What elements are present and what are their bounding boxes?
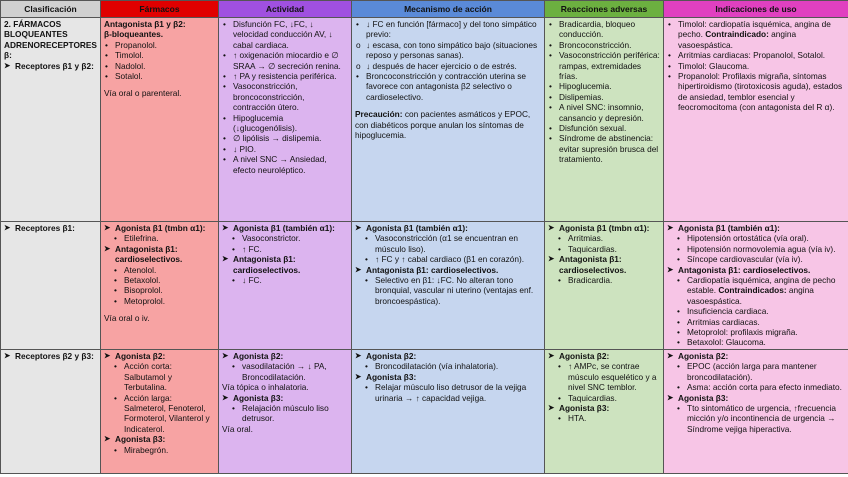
list-item: • ↓ PIO. [222,144,348,154]
group-heading: ➤ Agonista β3: [355,372,541,382]
list-item: • Nadolol. [104,61,215,71]
list-item: • A nivel SNC → Ansiedad, efecto neuroléptico. [222,154,348,175]
group-heading: ➤ Agonista β1 (también α1): [667,223,845,233]
list-item: • Síndrome de abstinencia: evitar supresión brusca del tratamiento. [548,133,660,164]
section-title: 2. FÁRMACOS BLOQUEANTES ADRENORECEPTORES β: [4,19,97,61]
item-tail: angina vasoespástica. [678,29,797,50]
precaution-note [355,109,541,140]
group-heading: ➤ Agonista β3: [667,393,845,403]
cell-reacciones [545,18,664,222]
precaution-text: con pacientes asmáticos y EPOC, con diabéticos porque anulan los síntomas de hipoglucemia. [355,109,531,141]
drug-heading: Antagonista β1 y β2: [104,19,186,29]
group-heading: ➤ Agonista β2: [548,351,660,361]
list-item: • ↑ FC y ↑ cabal cardiaco (β1 en corazón). [355,254,541,264]
cell-mecanismo [352,18,545,222]
list-item: • Acción corta: Salbutamol y Terbutalina. [104,361,215,392]
list-item [667,275,845,306]
list-item: • Arritmias. [548,233,660,243]
cell-clasificacion [1,18,101,222]
cell-reacciones [545,349,664,473]
list-item: • Propanolol. [104,40,215,50]
list-item: • ↓ FC. [222,275,348,285]
group-heading: ➤ Agonista β1 (también α1): [222,223,348,233]
list-item: o ↓ escasa, con tono simpático bajo (situaciones reposo y personas sanas). [355,40,541,61]
item-lead: Cardiopatía isquémica, angina de pecho estable. [687,275,836,296]
cell-mecanismo [352,222,545,350]
list-item: • HTA. [548,413,660,423]
cell-mecanismo [352,349,545,473]
list-item: • Arritmias cardiacas: Propanolol, Sotalol. [667,50,845,60]
list-item: • Atenolol. [104,265,215,275]
group-heading: ➤ Agonista β1 (tmbn α1): [548,223,660,233]
list-item: • ↑ FC. [222,244,348,254]
list-item: o ↓ después de hacer ejercicio o de estrés. [355,61,541,71]
receptor-label: ➤ Receptores β2 y β3: [4,351,97,361]
cell-clasificacion [1,349,101,473]
list-item: • Vasoconstrictor. [222,233,348,243]
list-item: • EPOC (acción larga para mantener broncodilatación). [667,361,845,382]
group-heading: ➤ Agonista β2: [104,351,215,361]
group-heading: ➤ Antagonista β1: cardioselectivos. [222,254,348,275]
cell-indicaciones [664,18,848,222]
list-item [667,19,845,50]
group-heading: ➤ Agonista β2: [667,351,845,361]
list-item: • Timolol. [104,50,215,60]
list-item: • Tto sintomático de urgencia, ↑frecuencia micción y/o incontinencia de urgencia → Síndrome vejiga hiperactiva. [667,403,845,434]
list-item: • Propanolol: Profilaxis migraña, síntomas hipertiroidismo (tirotoxicosis aguda), estados de ansiedad, temblor esencial y feocromocitoma (con antagonista del R α). [667,71,845,113]
list-item: • Bradicardia. [548,275,660,285]
route-note: Vía oral. [222,423,253,434]
cell-reacciones [545,222,664,350]
list-item: • Metoprolol: profilaxis migraña. [667,327,845,337]
group-heading: ➤ Agonista β3: [548,403,660,413]
contraindication-label: Contraindicado: [705,29,769,40]
list-item: • Dislipemias. [548,92,660,102]
list-item: • Relajar músculo liso detrusor de la vejiga urinaria → ↑ capacidad vejiga. [355,382,541,403]
group-heading: ➤ Antagonista β1: cardioselectivos. [104,244,215,265]
header-reacciones: Reacciones adversas [545,1,664,18]
cell-indicaciones [664,222,848,350]
list-item: • Hipotensión normovolemia agua (vía iv). [667,244,845,254]
table-row [1,349,848,473]
group-heading: ➤ Agonista β2: [222,351,348,361]
list-item: • Broncoconstricción. [548,40,660,50]
list-item: • Disfunción sexual. [548,123,660,133]
cell-actividad [219,349,352,473]
list-item: • ↑ AMPc, se contrae músculo esquelético y a nivel SNC temblor. [548,361,660,392]
cell-actividad [219,222,352,350]
list-item: • A nivel SNC: insomnio, cansancio y depresión. [548,102,660,123]
item-lead: Timolol: cardiopatía isquémica, angina de pecho. [678,19,831,40]
cell-clasificacion [1,222,101,350]
cell-farmacos [101,18,219,222]
list-item: • vasodilatación → ↓ PA, Broncodilatación. [222,361,348,382]
list-item: • Síncope cardiovascular (vía iv). [667,254,845,264]
list-item: • Etilefrina. [104,233,215,243]
group-heading: ➤ Antagonista β1: cardioselectivos. [548,254,660,275]
list-item: • Mirabegrón. [104,445,215,455]
group-heading: ➤ Agonista β1 (tmbn α1): [104,223,215,233]
group-heading: ➤ Agonista β1 (también α1): [355,223,541,233]
list-item: • Insuficiencia cardiaca. [667,306,845,316]
list-item: • Sotalol. [104,71,215,81]
list-item: • Bradicardia, bloqueo conducción. [548,19,660,40]
list-item: • Bisoprolol. [104,285,215,295]
cell-farmacos [101,222,219,350]
cell-actividad [219,18,352,222]
cell-indicaciones [664,349,848,473]
route-note: Vía tópica o inhalatoria. [222,382,309,393]
header-farmacos: Fármacos [101,1,219,18]
list-item: • Vasoconstricción, broncoconstricción, contracción útero. [222,81,348,112]
list-item: • Relajación músculo liso detrusor. [222,403,348,424]
list-item: • ↑ oxigenación miocardio e ∅ SRAA → ∅ secreción renina. [222,50,348,71]
header-actividad: Actividad [219,1,352,18]
list-item: • ↑ PA y resistencia periférica. [222,71,348,81]
receptor-label: ➤ Receptores β1 y β2: [4,61,97,71]
header-row [1,1,848,18]
group-heading: ➤ Antagonista β1: cardioselectivos. [667,265,845,275]
precaution-label: Precaución: [355,109,403,120]
list-item: • Broncoconstricción y contracción uterina se favorece con antagonista β2 selectivo o cardioselectivo. [355,71,541,102]
list-item: • Vasoconstricción periférica: rampas, extremidades frías. [548,50,660,81]
list-item: • Broncodilatación (vía inhalatoria). [355,361,541,371]
header-mecanismo: Mecanismo de acción [352,1,545,18]
list-item: • Taquicardias. [548,244,660,254]
route-note: Vía oral o parenteral. [104,88,182,99]
list-item: • Timolol: Glaucoma. [667,61,845,71]
list-item: • Selectivo en β1: ↓FC. No alteran tono bronquial, vascular ni uterino (ventajas enf. broncoespástica). [355,275,541,306]
group-heading: ➤ Agonista β3: [222,393,348,403]
contraindication-label: Contraindicados: [718,285,787,296]
route-note: Vía oral o iv. [104,313,150,324]
list-item: • Hipoglucemia. [548,81,660,91]
cell-farmacos [101,349,219,473]
list-item: • Taquicardias. [548,393,660,403]
list-item: • Hipoglucemia (↓glucogenólisis). [222,113,348,134]
receptor-label: ➤ Receptores β1: [4,223,97,233]
list-item: • Acción larga: Salmeterol, Fenoterol, Formoterol, Vilanterol y Indicaterol. [104,393,215,435]
list-item: • Metoprolol. [104,296,215,306]
table-row [1,18,848,222]
list-item: • ↓ FC en función [fármaco] y del tono simpático previo: [355,19,541,40]
header-indicaciones: Indicaciones de uso [664,1,848,18]
group-heading: ➤ Agonista β2: [355,351,541,361]
group-heading: ➤ Antagonista β1: cardioselectivos. [355,265,541,275]
list-item: • Arritmias cardiacas. [667,317,845,327]
group-heading: ➤ Agonista β3: [104,434,215,444]
list-item: • Disfunción FC, ↓FC, ↓ velocidad conducción AV, ↓ cabal cardiaca. [222,19,348,50]
list-item: • Hipotensión ortostática (vía oral). [667,233,845,243]
list-item: • Betaxolol: Glaucoma. [667,337,845,347]
list-item: • Asma: acción corta para efecto inmediato. [667,382,845,392]
header-clasificacion: Clasificación [1,1,101,18]
item-tail: angina vasoespástica. [687,285,814,306]
list-item: • ∅ lipólisis → dislipemia. [222,133,348,143]
drug-subheading: β-bloqueantes. [104,29,163,40]
list-item: • Vasoconstricción (α1 se encuentran en músculo liso). [355,233,541,254]
list-item: • Betaxolol. [104,275,215,285]
table-row [1,222,848,350]
